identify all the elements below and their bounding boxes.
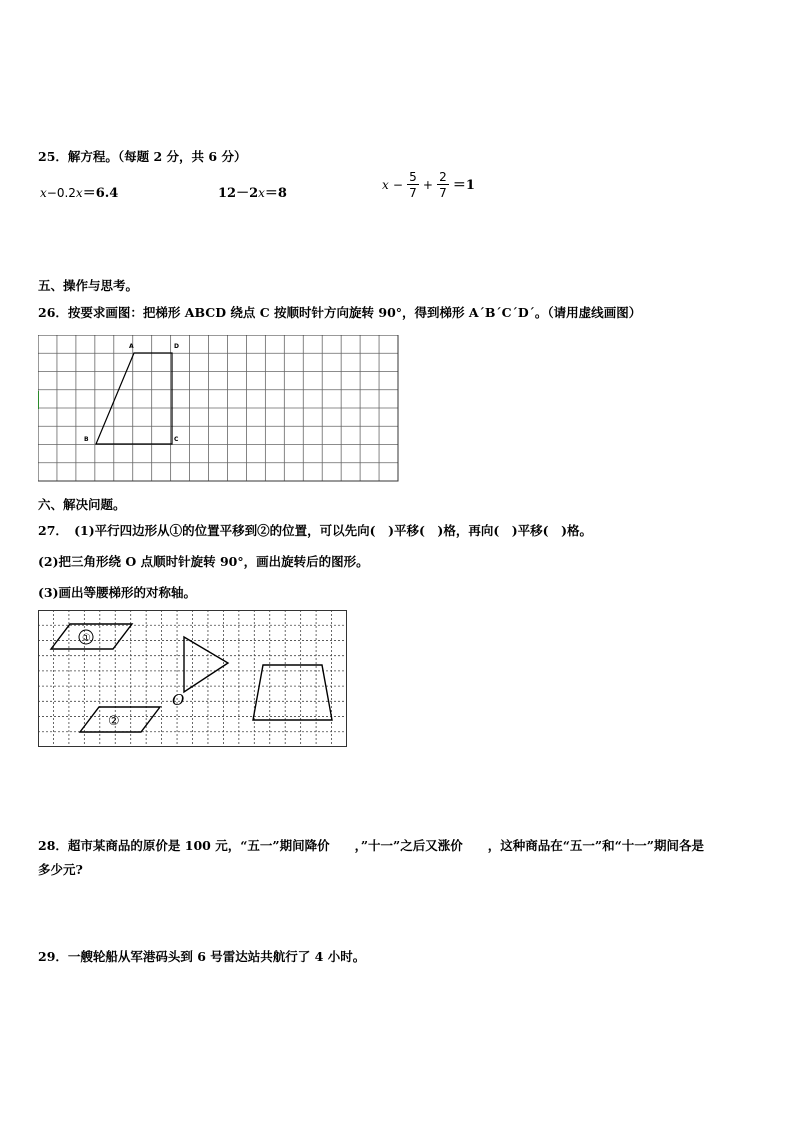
q26-grid-figure [38,335,400,483]
label-a: A [129,343,134,350]
eq3-frac2 [437,170,449,201]
shape-1-label: ① [82,633,91,644]
q28-line2: 多少元? [38,862,83,877]
section-6-heading: 六、解决问题。 [38,497,126,512]
q27-line2: (2)把三角形绕 O 点顺时针旋转 90°，画出旋转后的图形。 [38,554,369,569]
parallelogram-2 [80,707,160,732]
eq1-var2: x [75,186,83,200]
eq3-frac1-den: 7 [409,186,417,200]
q25-title: 25．解方程。（每题 2 分，共 6 分） [38,149,247,164]
point-o-label: O [172,691,185,709]
equation-3 [382,170,475,201]
eq3-op2: + [422,178,433,192]
eq1-op: −0.2 [46,186,76,200]
eq2-rest: ＝8 [264,186,287,201]
eq3-frac1 [407,170,419,201]
equation-2 [218,182,287,201]
label-c: C [174,436,179,443]
q27-line3: (3)画出等腰梯形的对称轴。 [38,585,197,600]
eq3-frac2-num: 2 [439,170,447,184]
eq3-op1: − [392,178,403,192]
eq1-rest: ＝6.4 [82,186,119,201]
q26-title: 26．按要求画图：把梯形 ABCD 绕点 C 按顺时针方向旋转 90°，得到梯形 A´B´C´D´。（请用虚线画图） [38,305,642,320]
isosceles-trapezoid [253,665,332,720]
eq3-frac2-den: 7 [439,186,447,200]
eq1-var: x [40,186,47,200]
triangle [184,637,228,692]
q27-line1: 27． (1)平行四边形从①的位置平移到②的位置，可以先向( )平移( )格，再向( )平移( )格。 [38,523,592,538]
eq2-pre: 12－2 [218,186,259,201]
q26-grid [38,335,398,481]
eq3-frac1-num: 5 [409,170,417,184]
label-d: D [174,343,179,350]
equation-1 [40,182,118,201]
eq3-rest: ＝1 [452,178,475,193]
trapezoid-abcd [96,353,172,444]
eq2-var: x [258,186,265,200]
shape-2-label: ② [108,714,120,729]
parallelogram-1 [51,624,132,649]
q29-line1: 29．一艘轮船从军港码头到 6 号雷达站共航行了 4 小时。 [38,949,366,964]
eq3-var: x [382,178,389,192]
section-5-heading: 五、操作与思考。 [38,278,139,293]
q27-grid-figure [38,610,348,748]
q28-line1: 28．超市某商品的原价是 100 元，“五一”期间降价 ，”十一”之后又涨价 ，这种商品在“五一”和“十一”期间各是 [38,838,704,853]
label-b: B [84,436,89,443]
